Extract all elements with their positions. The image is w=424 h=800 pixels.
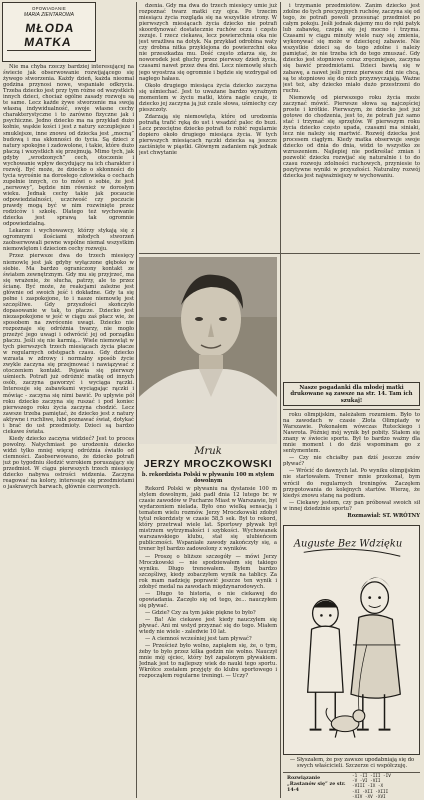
portrait-image: [139, 257, 277, 444]
crossword-line: -V -VI -VII: [352, 779, 381, 785]
interview-byline: Rozmawiał: ST. WRÓTNY: [347, 513, 420, 519]
cartoon-caption: — Słyszałem, że psy zawsze upodabniają się do swych właścicieli. Szczerze ci współczuję.: [289, 757, 415, 770]
column-3-bottom-text: [283, 412, 420, 512]
story-masthead: [2, 2, 96, 62]
paragraph: — Proszę o bliższe szczegóły — mówi Jerzy Mroczkowski — nie spodziewałem się takiego wyniku. Długo trenowałem. Byłem bardzo szczęśliwy, kiedy zobaczyłem wynik na tablicy. Za rok mam nadzieję poprawić jeszcze ten wynik i zdobyć medal na zawodach międzynarodowych.: [139, 553, 277, 590]
cartoon-drawing: [284, 526, 419, 754]
paragraph: Lekarze i wychowawcy, którzy stykają się z ogromnymi ilościami młodych stworzeń zaobserwowali pewne wspólne niemal wszystkim niemowlętom i dzieciom cechy rozwoju.: [3, 228, 134, 253]
paragraph: Kiedy dziecko zaczyna widzieć? Jest to proces powolny. Natychmiast po urodzeniu dziecko widzi tylko mniej więcej odróżnia światło od ciemności. Zaobserwowano, że dziecko potrafi już po tygodniu śledzić wzrokiem poruszający się przedmiot. W ciągu pierwszych trzech miesięcy dziecko nabywa ostrości widzenia. Zaczyna reagować na kolory, interesuje się przedmiotami o jaskrawych barwach, głównie czerwonych.: [3, 435, 134, 491]
column-divider: [280, 2, 281, 798]
masthead-ornament: [7, 50, 91, 57]
photo-caption: b. rekordzista Polski w pływaniu 100 m stylem dowolnym: [141, 472, 275, 484]
notice-box: Nasze pogadanki dla młodej matki drukowane są zawsze na str. 14. Tam ich szukaj!: [283, 382, 420, 406]
paragraph: Przez pierwsze dwa do trzech miesięcy niemowlę jest jak gdyby wyłączone głęboko w siebie. Ma bardzo ograniczony kontakt ze światem zewnętrznym. Gdy mu się przyjrzeć, ma się wrażenie, że słucha, patrzy, ale to przez ścianę. Być może, że reakcjami zależne jest głównie od swoich jeść i dokładne. Gdy ta się pełne i zaspokojone, to i nasze niemowlę jest szczęśliwe. Gdy przyszłości skończyło dopasowanie w tak, to płacze. Dziecko jest niezaspokojone w jeść w ciągu zaś płacz wie, że sposobem na zwrócenie uwagi. Dziecko nie rozpoznaje się odróżnia twarzy, nie mogło przeżyć jego uwagi i odwrócić jej od porządku płaczu. Jeśli się nie karmią... Wiele niemowląt w tych pierwszych trzech miesiącach życia płacze w regularnych odstępach czasu. Gdy dziecko wzrasta w zdrowy i normalny sposób życie zwykle zaczyna się przejmować i nawiązywać z otoczeniem kontakt. Pojawia się pierwszy uśmiech. Potrafi już odróżnić matkę od innych osób, zaczyna gaworzyć i wyciąga rączki. Interesuje się zabawkami wyciągając rączki i mówiąc - zaczyna się nimi bawić. Po upływie pół roku dziecko zaczyna się ruszać i pod koniec pierwszego roku życia zaczyna chodzić. Lecz zawsze trzeba pamiętać, że dziecko jest z natury aktywne i ruchliwe, lubi poznawać świat, dotykać i brać do ust przedmioty. Dzieci są bardzo ciekawe świata.: [3, 253, 134, 435]
section-divider: [283, 772, 420, 773]
crossword-solution: [352, 774, 418, 800]
cartoon-panel: [283, 525, 420, 755]
masthead-title: MŁODA MATKA: [23, 21, 76, 49]
paragraph: — Długo to historia, o nie ciekawej do opowiadania. Zaczęło się od tego, że... nauczyłem się pływać.: [139, 590, 277, 609]
masthead-author: MARIA ZIENTAROWA: [24, 12, 74, 18]
paragraph: Nie ma chyba rzeczy bardziej interesującej na świecie jak obserwowanie rozwijającego się żywego stworzenia. Każdy dzień, każda nieomal godzina przynosi nowe, wspaniałe odkrycia. Trzeba dziecko jest przy tym różne od wszystkich innych dzieci, chociaż ogólne zasady rozwoju są te same. Lecz każde żywe stworzenie ma swoją własną indywidualność, swoje własne cechy charakterystyczne i to zarówno fizyczne jak i psychiczne. Jedno dziecko ma na przykład dużo kołnie, wąskie kości i jest z natury szczuplejsze i smuklejsze, inne znowu od dziecka jest „mocną” budową i ma skłonności do tycia. Są dzieci z natury spokojne i zadowolone, i takie, które dużo płaczą i wszystkich się przejmują. Mimo tych, jak gdyby „wrodzonych” cech, otoczenie i wychowanie wpływ decydujący na ich charakter i rozwój. Być może, że dziecko o skłonności do tycia wyrośnie na dorosłego człowieka o cechach zupełnie innych, co to mówi o sobie, że jest „nerwowy”, będzie nim również w dorosłym wieku. Jednak cechy takie jak pocaucie odpowiedzialności, uczciwość czy poczucie prawdy mogą być w nim rozwinięte przez rodziców i szkołę. Dlatego też wychowanie dziecka jest sprawą tak ogromnie odpowiedzialną.: [3, 64, 134, 228]
column-3-top-text: [283, 3, 420, 379]
paragraph: dzenia. Gdy ma dwa do trzech miesięcy umie już rozpoznać twarz matki czy ojca. Po trzecim miesiącu życia rozgląda się na wszystkie strony. W pierwszych miesiącach życia dziecko nie potrafi skoordynować dostatecznie ruchów oczu i często zezuje. I rzecz ciekawa, lecz powierzchnia oka nie jest wrażliwa na dotyk. Na przykład odrobina waty czy drobna nitka przyklejona do powierzchni oka nie przeszkadza mu. Dość często zdarza się, że noworodek jest głuchy przez pierwszy dzień życia, czasami nawet przez dwa dni. Lecz niemowlę słuch jego wyostrza się ogromnie i będzie się wzdrygał od nagłego hałasu.: [139, 3, 277, 82]
paragraph: Zdarzają się niemowlęta, które od urodzenia potrafią trafić ręką do ust i wsadzić palec do buzi. Lecz przeciętne dziecko potrafi to robić regularnie dopiero około drugiego miesiąca życia. W tych pierwszych miesiącach rączki dziecka są jeszcze zaciśnięte w piąstki. Głównym zadaniem rąk jednak jest chwytanie: [139, 113, 277, 157]
crossword-line: -XI -XII -XIII: [352, 789, 389, 795]
section-divider: [283, 409, 420, 410]
paragraph: roku olimpijskim, należałem rozumiem. Było to na zawodach w czasie Złota Olimpiady w Warszawie. Pokonałem wówczas Ruteckiego i Nawrota. Później mój wynik był pobity. Stałem się znany w świecie sportu. Był to bardzo ważny dla mnie moment i do dziś wspominam go z sentymentem.: [283, 412, 420, 455]
signature: Mruk: [194, 446, 222, 457]
paragraph: i trzymanie przedmiotów. Zanim dziecko jest zdolne do tych precyzyjnych ruchów, zaczyna się od tego, że potrafi powoli przesunąć przedmiot po całym pokoju. Jeśli jednak dajemy mu do ręki patyk lub zabawkę, czepia się jej mocno i trzyma. Czasami w ciągu minuty wiele razy się zmienia, wykonywać się może w dziecięcej zabawie. Nie wszystkie dzieci są do tego zdolne i należy pamiętać, że nie trzeba ich do tego zmuszać. Gdy dziecko jest stopniowo coraz zręczniejsze, zaczyna się bawić przedmiotami. Dzieci bawią się w zabawę, a nawet jeśli przez pierwsze dni nie chcą, są te stopniowo się do nich przyzwyczajają. Ważne jest też, aby dziecko miało dużo przestrzeni do ruchu.: [283, 3, 420, 94]
paragraph: — A ciemnoś wcześniej jest tam pływać?: [145, 636, 252, 643]
paragraph: — Prześcież było wolno, zapiąłem się, że, o tym, żeby to było przez kilka godzin nie wolno. Nauczył mnie mój ojciec, który był zapalonym pływakiem. Jednak jest to najlepszy wiek do nauki tego sportu. Wkrótce zostałem przyjęty do klubu sportowego i rozpocząłem regularne treningi. — Uczy?: [139, 643, 277, 680]
paragraph: — Czy nie chciałby pan dziś jeszcze znów pływać?: [283, 455, 420, 468]
masthead-kicker: OPOWIADANIE: [31, 6, 67, 11]
crossword-title: Rozwiązanie „Rastanów się” ze str. 14-4: [287, 775, 346, 793]
interview-headline: JERZY MROCZKOWSKI: [143, 458, 273, 470]
crossword-line: -VIII -IX -X: [352, 784, 384, 790]
section-divider: [139, 253, 420, 254]
column-2-top-text: [139, 3, 277, 254]
paragraph: — Gdzie? Czy za tym jakie piękne to było?: [145, 609, 256, 616]
portrait-photo: [139, 257, 277, 444]
crossword-line: -1 -II -III -IV: [352, 774, 391, 779]
paragraph: Około drugiego miesiąca życia dziecko zaczyna się uśmiechać. Jest to uważane bardzo wyraźnym momentem w życiu matki, która nagle czuje, iż dziecko jej zaczyna ją już czule słowa, uśmiechy czy pieszczoty.: [139, 82, 277, 113]
column-2-bottom-text: [139, 486, 277, 798]
paragraph: — Wrócić do dawnych lat. Po wyniku olimpijskim nie startowałem. Trener mnie przekonał, bym wrócił do regularnych treningów. Zaczęłem przygotowania do kolejnych startów. Wierzę, że kiedyś znowu stanę na podium.: [283, 468, 420, 499]
paragraph: Rekord Polski w pływaniu na dystansie 100 m stylem dowolnym, jaki padł dnia 12 lutego br. w czasie zawodów w Pucharze Miast w Warszawie, był wydarzeniem nielada. Było ono wielką sensacją i tematem wielu rozmów. Jerzy Mroczkowski zdobył tytuł rekordzisty w czasie 58,5 sek. Był to rekord, który przetrwał wiele lat. Sportowy pływak był mistrzem wytrzymałości i szybkości. Wychowanek warszawskiego klubu, stał się ulubieńcem publiczności. Wspaniałe zawody zakończyły się, a trener był bardzo zadowolony z wyników.: [139, 486, 277, 553]
cartoon-signature: Auguste Bez Wdzięku: [293, 538, 403, 550]
column-divider: [136, 2, 137, 798]
crossword-line: -XIV -XV -XVI: [352, 794, 386, 800]
paragraph: Niemowlę od pierwszego roku życia może zaczynać mówić. Pierwsze słowa są najczęściej proste i krótkie. Pierwszym, że dziecko jest już gotowe do chodzenia, jest to, że potrafi już samo stać i trzymać się sprzętów. W pierwszym roku życia dziecko często upada, czasami ma siniaki, lecz nie należy się martwić. Rozwój dziecka jest procesem ciągłym. Kiedy matka obserwuje swoje dziecko od dnia do dnia, widzi to wszystko ze wzruszeniem. Najlepiej nie podkreślać zmian i pozwolić dziecku rozwijać się naturalnie i to do czasu rozwoju zdolności ruchowych, przyniesie to pozytywne wyniki w przyszłości. Naturalny rozwój dziecka jest najważniejszy w wychowaniu.: [283, 94, 420, 180]
paragraph: — Ciekawy jestem, czy pan próbował swoich sił w innej dziedzinie sportu?: [283, 499, 420, 512]
column-1-text: [3, 64, 134, 798]
paragraph: — Ba! Ale ciekawe jest kiedy nauczyłem się pływać. Ani mi wstyd przyznać się do tego. Miałem wtedy nie wiele - zaledwie 10 lat.: [139, 616, 277, 636]
